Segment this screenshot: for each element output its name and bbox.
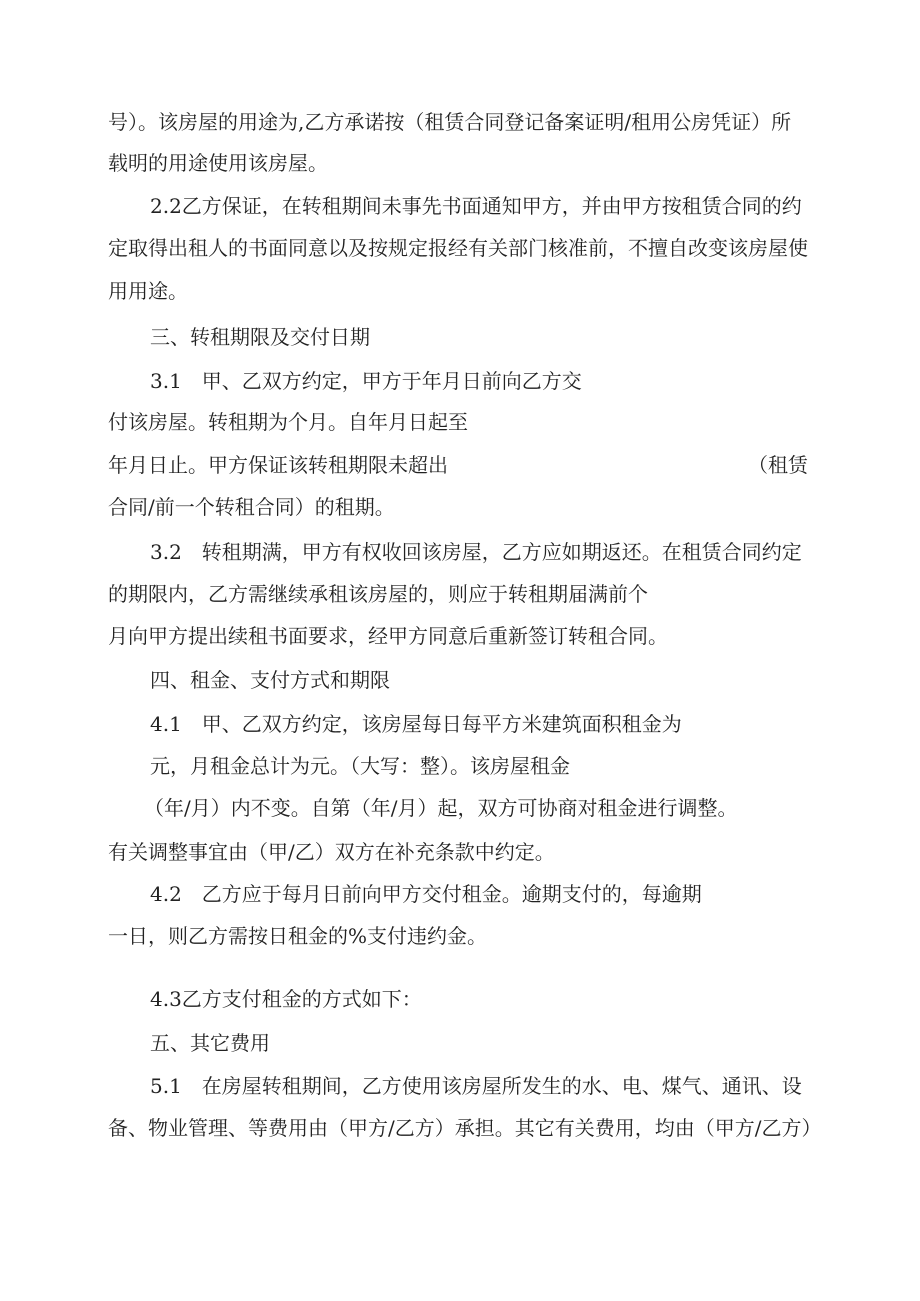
text-line: 一日，则乙方需按日租金的%支付违约金。 <box>108 924 488 948</box>
text-line: 载明的用途使用该房屋。 <box>108 151 328 175</box>
section-heading: 四、租金、支付方式和期限 <box>150 668 390 692</box>
text-line: 元，月租金总计为元。（大写：整）。该房屋租金 <box>150 754 570 778</box>
text-line: （年/月）内不变。自第（年/月）起，双方可协商对租金进行调整。 <box>144 796 738 820</box>
text-line: 5.1 在房屋转租期间，乙方使用该房屋所发生的水、电、煤气、通讯、设 <box>150 1074 802 1098</box>
text-line: 合同/前一个转租合同）的租期。 <box>108 495 395 519</box>
text-line: 的期限内，乙方需继续承租该房屋的，则应于转租期届满前个 <box>108 582 648 606</box>
text-line: 4.1 甲、乙双方约定，该房屋每日每平方米建筑面积租金为 <box>150 712 682 736</box>
text-line: 用用途。 <box>108 279 188 303</box>
text-line: 定取得出租人的书面同意以及按规定报经有关部门核准前，不擅自改变该房屋使 <box>108 236 808 260</box>
section-heading: 五、其它费用 <box>150 1031 270 1055</box>
text-line: 有关调整事宜由（甲/乙）双方在补充条款中约定。 <box>108 840 555 864</box>
text-line: 号）。该房屋的用途为,乙方承诺按（租赁合同登记备案证明/租用公房凭证）所 <box>108 110 792 134</box>
text-line: 4.2 乙方应于每月日前向甲方交付租金。逾期支付的，每逾期 <box>150 882 702 906</box>
text-line: 年月日止。甲方保证该转租期限未超出 <box>108 453 448 477</box>
text-line: 月向甲方提出续租书面要求，经甲方同意后重新签订转租合同。 <box>108 624 668 648</box>
text-line: （租赁 <box>748 453 808 477</box>
text-line: 4.3乙方支付租金的方式如下： <box>150 987 422 1011</box>
text-line: 付该房屋。转租期为个月。自年月日起至 <box>108 410 468 434</box>
text-line: 3.1 甲、乙双方约定，甲方于年月日前向乙方交 <box>150 369 582 393</box>
text-line: 备、物业管理、等费用由（甲方/乙方）承担。其它有关费用，均由（甲方/乙方） <box>108 1116 822 1140</box>
text-line: 2.2乙方保证，在转租期间未事先书面通知甲方，并由甲方按租赁合同的约 <box>150 194 802 218</box>
text-line: 3.2 转租期满，甲方有权收回该房屋，乙方应如期返还。在租赁合同约定 <box>150 540 802 564</box>
section-heading: 三、转租期限及交付日期 <box>150 325 370 349</box>
